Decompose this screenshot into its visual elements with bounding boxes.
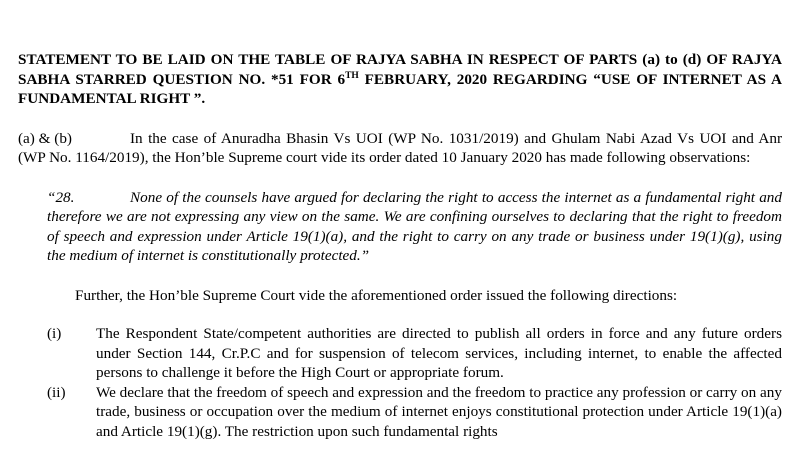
list-item (18, 324, 782, 383)
document-page (18, 50, 782, 441)
list-item-numeral: (ii) (47, 383, 66, 401)
answer-text: In the case of Anuradha Bhasin Vs UOI (WP No. 1031/2019) and Ghulam Nabi Azad Vs UOI and Anr (WP No. 1164/2019), the Hon’ble Supreme court vide its order dated 10 January 2020 has made following observations: (18, 129, 782, 166)
list-item-text: The Respondent State/competent authorities are directed to publish all orders in force and any future orders under Section 144, Cr.P.C and for suspension of telecom services, including internet, to enable the affected persons to challenge it before the High Court or appropriate forum. (96, 325, 782, 381)
answer-label: (a) & (b) (18, 129, 72, 147)
statement-heading (18, 50, 782, 109)
quote-paragraph-number: “28. (47, 188, 75, 206)
heading-superscript: TH (345, 70, 359, 81)
court-observation-quote (47, 188, 782, 266)
quote-text: None of the counsels have argued for declaring the right to access the internet as a fundamental right and therefore we are not expressing any view on the same. We are confining ourselves to declaring that the right to freedom of speech and expression under Article 19(1)(a), and the right to carry on any trade or business under 19(1)(g), using the medium of internet is constitutionally protected.” (47, 188, 782, 264)
directions-list (18, 324, 782, 441)
heading-text-part2: FEBRUARY, 2020 REGARDING “USE OF INTERNET AS A FUNDAMENTAL RIGHT ”. (18, 70, 782, 107)
list-item-numeral: (i) (47, 325, 62, 342)
list-item-text: We declare that the freedom of speech and expression and the freedom to practice any profession or carry on any trade, business or occupation over the medium of internet enjoys constitutional protection under Article 19(1)(a) and Article 19(1)(g). The restriction upon such fundamental rights (96, 383, 782, 440)
answer-paragraph (18, 129, 782, 168)
list-item (18, 383, 782, 442)
further-paragraph: Further, the Hon’ble Supreme Court vide the aforementioned order issued the following directions: (75, 286, 678, 304)
heading-text-part1: STATEMENT TO BE LAID ON THE TABLE OF RAJYA SABHA IN RESPECT OF PARTS (a) to (d) OF RAJYA SABHA STARRED QUESTION NO. *51 FOR 6 (18, 51, 782, 88)
